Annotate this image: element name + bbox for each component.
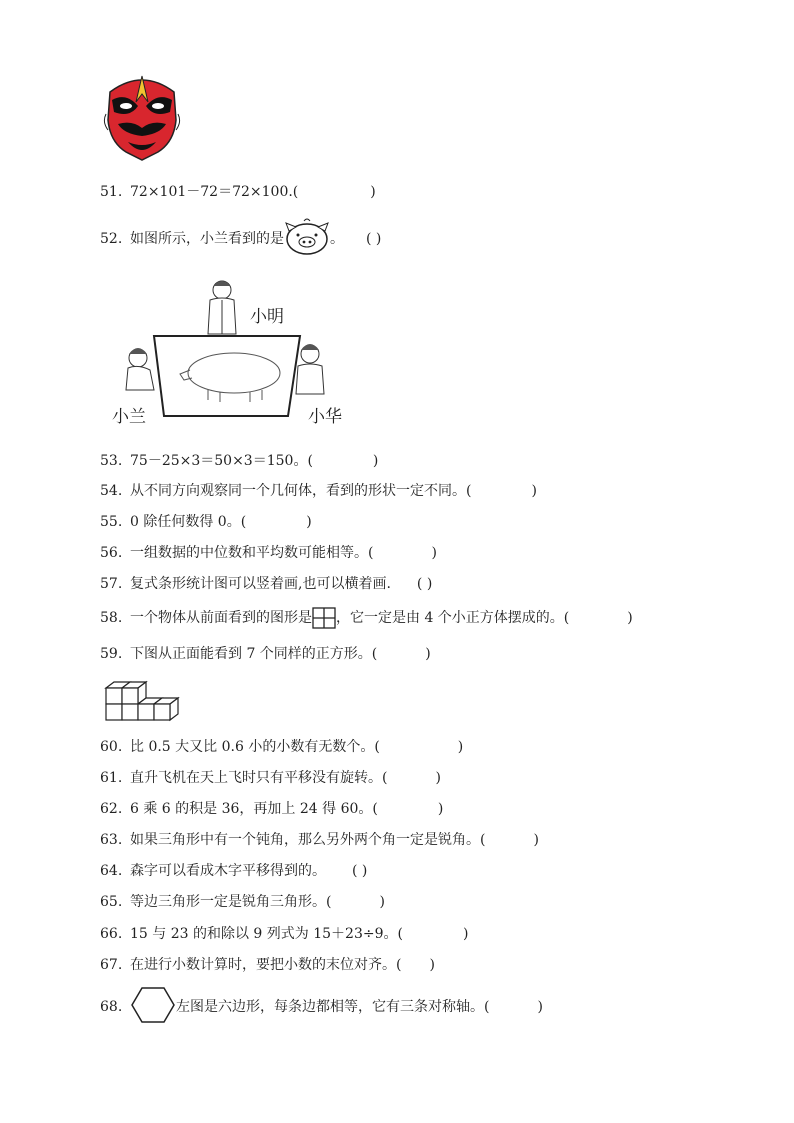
answer-paren-close: ): [457, 739, 464, 755]
question-number: 65.: [100, 894, 123, 910]
question-number: 51.: [100, 184, 123, 200]
hexagon-icon: [130, 986, 176, 1024]
question-text-after: ，它一定是由 4 个小正方体摆成的。(: [336, 610, 570, 626]
question-text: 在进行小数计算时，要把小数的末位对齐。(: [130, 957, 402, 973]
label-xiaoming: 小明: [250, 307, 284, 327]
question-number: 63.: [100, 832, 123, 848]
question-number: 61.: [100, 770, 123, 786]
two-squares-view-icon: [312, 607, 336, 629]
question-text: 如图所示，小兰看到的是: [130, 231, 284, 247]
question-number: 52.: [100, 231, 123, 247]
question-text: 0 除任何数得 0。(: [130, 514, 247, 530]
answer-paren: ( ): [416, 576, 433, 592]
answer-paren-close: ): [372, 453, 379, 469]
answer-paren-close: ): [429, 957, 435, 973]
question-text: 左图是六边形，每条边都相等，它有三条对称轴。(: [176, 999, 490, 1015]
question-text: 6 乘 6 的积是 36，再加上 24 得 60。(: [130, 801, 378, 817]
question-text: 一组数据的中位数和平均数可能相等。(: [130, 545, 374, 561]
opera-mask-icon: [102, 72, 182, 164]
question-number: 62.: [100, 801, 123, 817]
question-text-after: 。: [330, 231, 344, 247]
question-number: 66.: [100, 926, 123, 942]
answer-paren-close: ): [437, 801, 444, 817]
answer-paren-close: ): [627, 610, 633, 626]
question-number: 60.: [100, 739, 123, 755]
question-number: 57.: [100, 576, 123, 592]
question-number: 67.: [100, 957, 123, 973]
question-text: 等边三角形一定是锐角三角形。(: [130, 894, 332, 910]
question-number: 53.: [100, 453, 123, 469]
question-number: 56.: [100, 545, 123, 561]
question-number: 68.: [100, 999, 123, 1015]
question-text: 72×101－72＝72×100.(: [130, 184, 299, 200]
answer-paren-close: ): [462, 926, 469, 942]
answer-paren-close: ): [431, 545, 437, 561]
question-text: 75－25×3＝50×3＝150。(: [130, 453, 313, 469]
answer-paren-close: ): [537, 999, 543, 1015]
question-number: 54.: [100, 483, 123, 499]
answer-paren: ( ): [352, 863, 368, 879]
answer-paren-close: ): [379, 894, 385, 910]
question-text: 如果三角形中有一个钝角，那么另外两个角一定是锐角。(: [130, 832, 486, 848]
answer-paren-close: ): [370, 184, 376, 200]
question-text: 下图从正面能看到 7 个同样的正方形。(: [130, 646, 378, 662]
question-number: 55.: [100, 514, 123, 530]
label-xiaohua: 小华: [308, 407, 342, 427]
answer-paren-close: ): [306, 514, 312, 530]
question-text: 15 与 23 的和除以 9 列式为 15＋23÷9。(: [130, 926, 403, 942]
question-text: 比 0.5 大又比 0.6 小的小数有无数个。(: [130, 739, 380, 755]
answer-paren-close: ): [435, 770, 441, 786]
question-text: 直升飞机在天上飞时只有平移没有旋转。(: [130, 770, 388, 786]
question-text: 森字可以看成木字平移得到的。: [130, 863, 326, 879]
question-number: 59.: [100, 646, 123, 662]
question-text: 从不同方向观察同一个几何体，看到的形状一定不同。(: [130, 483, 472, 499]
answer-paren-close: ): [533, 832, 539, 848]
question-text: 一个物体从前面看到的图形是: [130, 610, 312, 626]
answer-paren: ( ): [366, 231, 382, 247]
label-xiaolan: 小兰: [112, 407, 146, 427]
question-text: 复式条形统计图可以竖着画,也可以横着画.: [130, 576, 391, 592]
question-number: 58.: [100, 610, 123, 626]
answer-paren-close: ): [425, 646, 431, 662]
question-number: 64.: [100, 863, 123, 879]
pig-face-icon: [284, 217, 330, 257]
answer-paren-close: ): [531, 483, 537, 499]
stacked-cubes-figure: [98, 678, 180, 724]
pig-observation-figure: [108, 278, 358, 428]
